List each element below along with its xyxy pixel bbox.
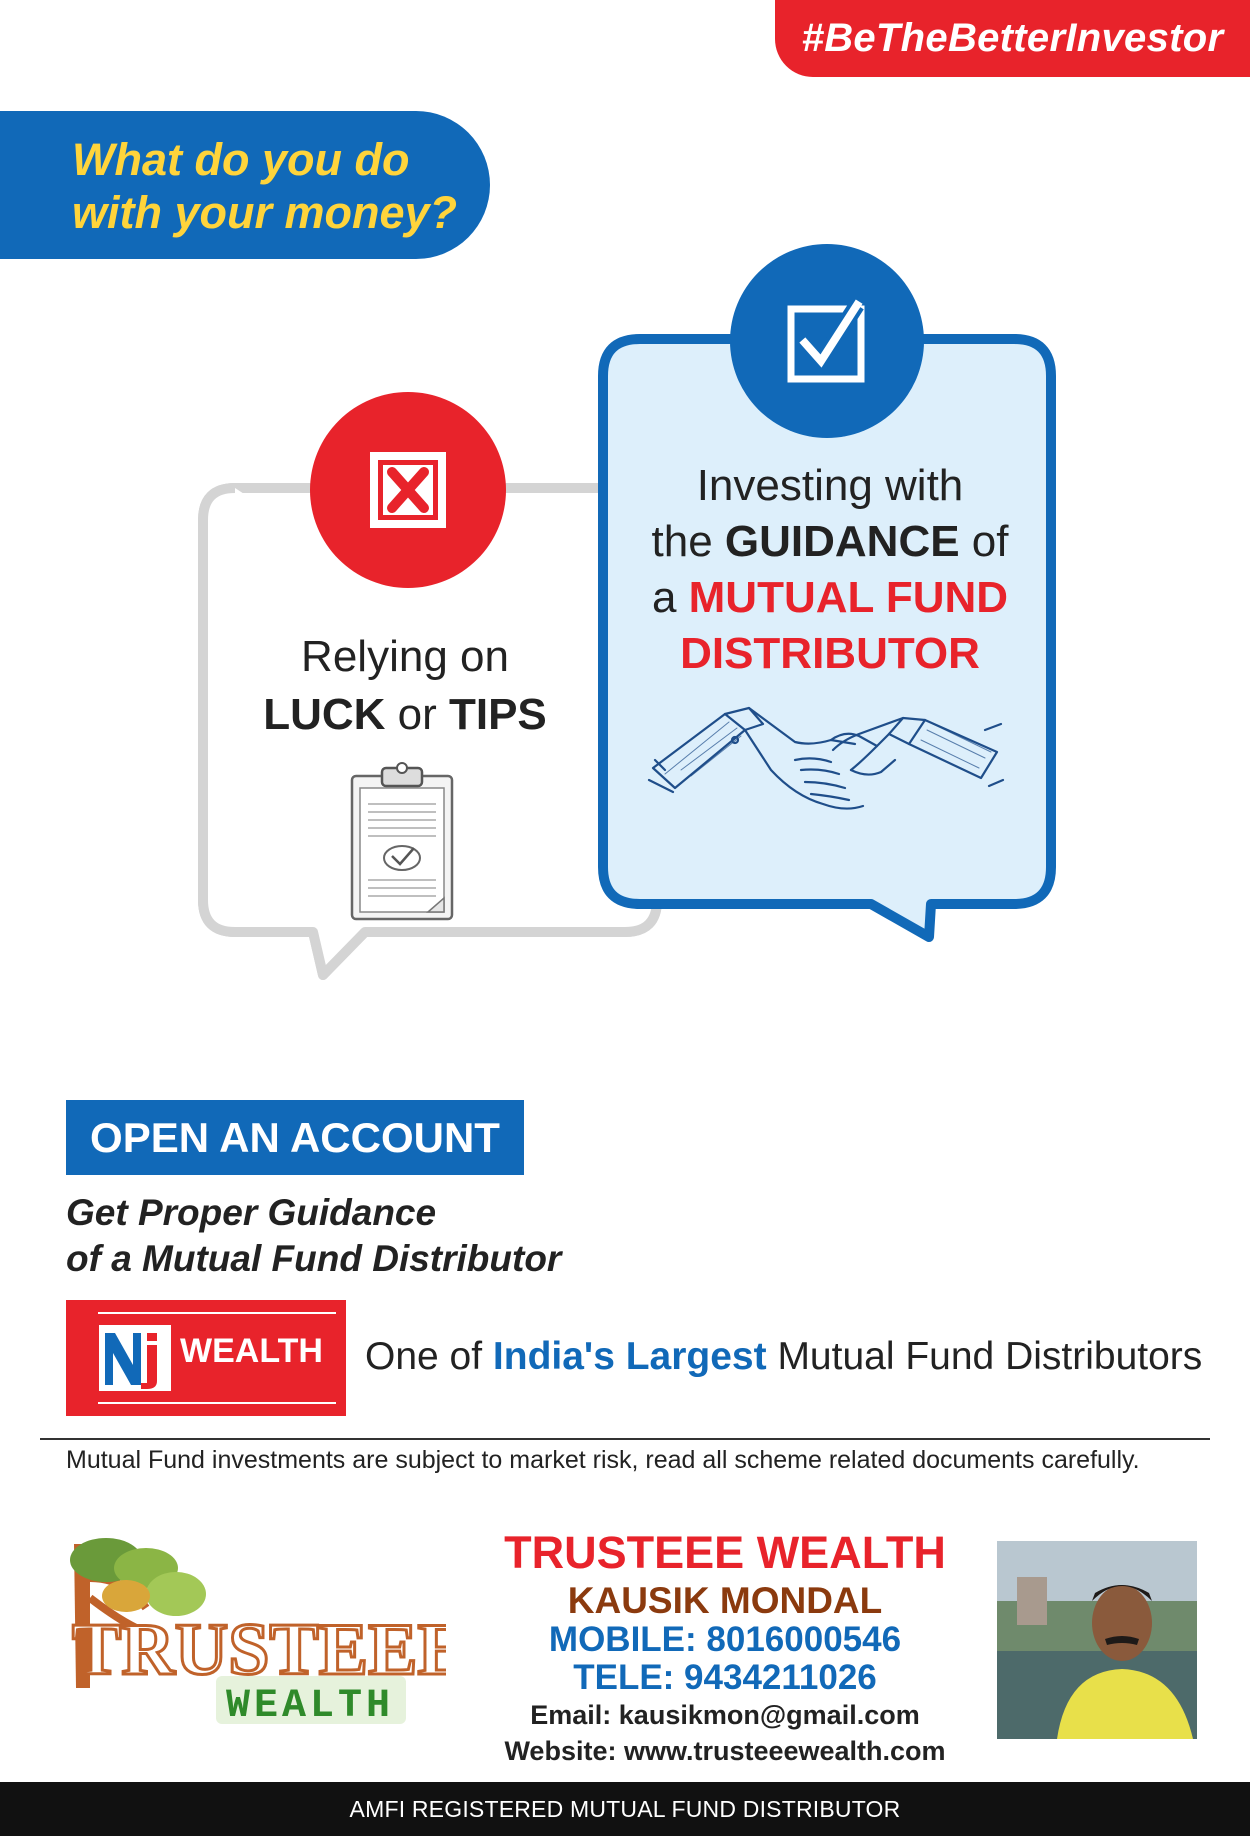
or-word: or: [385, 690, 449, 739]
open-account-button[interactable]: [66, 1100, 524, 1175]
nj-tagline: [365, 1335, 1202, 1379]
tips-word: TIPS: [448, 690, 547, 739]
logo-small-text: WEALTH: [226, 1684, 395, 1728]
website-address[interactable]: Website: www.trusteeewealth.com: [504, 1736, 946, 1766]
check-circle: [730, 244, 924, 438]
tagline-post: Mutual Fund Distributors: [766, 1335, 1203, 1378]
logo-big-text: TRUSTEEE: [72, 1609, 446, 1691]
hashtag-text: #BeTheBetterInvestor: [801, 16, 1224, 60]
question-banner: [0, 111, 490, 259]
guidance-text: [66, 1190, 666, 1282]
guidance-line-1: Get Proper Guidance: [66, 1192, 437, 1233]
question-line-2: with your money?: [72, 187, 458, 238]
contact-block: [455, 1525, 995, 1769]
mutual-fund-word: MUTUAL FUND: [688, 573, 1009, 622]
guidance-line-2: of a Mutual Fund Distributor: [66, 1238, 562, 1279]
bad-option-text: [230, 628, 580, 744]
nj-logo-top-line: [98, 1312, 336, 1314]
tele-number[interactable]: TELE: 9434211026: [573, 1658, 877, 1697]
cross-box-icon: [366, 448, 450, 532]
bad-option-line-2: [230, 686, 580, 744]
email-address[interactable]: Email: kausikmon@gmail.com: [530, 1700, 920, 1730]
firm-name: TRUSTEEE WEALTH: [504, 1527, 946, 1578]
question-line-1: What do you do: [72, 134, 410, 185]
footer-text: AMFI REGISTERED MUTUAL FUND DISTRIBUTOR: [349, 1795, 901, 1822]
luck-word: LUCK: [263, 690, 386, 739]
tagline-pre: One of: [365, 1335, 493, 1378]
nj-wealth-logo: [66, 1300, 346, 1416]
the-word: the: [651, 517, 725, 566]
good-option-line-1: Investing with: [696, 461, 964, 510]
of-word: of: [959, 517, 1009, 566]
handshake-icon: [645, 700, 1005, 860]
nj-logo-bottom-line: [98, 1402, 336, 1404]
bad-option-line-1: Relying on: [301, 632, 509, 681]
divider: [40, 1438, 1210, 1440]
open-account-label: OPEN AN ACCOUNT: [90, 1113, 500, 1161]
footer-bar: [0, 1782, 1250, 1836]
good-option-text: [620, 458, 1040, 682]
good-option-line-3: [620, 570, 1040, 626]
trusteee-wealth-logo: [66, 1538, 446, 1728]
tree-logo-icon: [66, 1538, 446, 1728]
guidance-word: GUIDANCE: [724, 517, 960, 566]
a-word: a: [651, 573, 689, 622]
nj-logo-mark: [99, 1325, 171, 1391]
profile-photo: [997, 1541, 1197, 1739]
check-box-icon: [785, 299, 869, 383]
distributor-word: DISTRIBUTOR: [680, 629, 980, 678]
good-option-line-2: [620, 514, 1040, 570]
nj-wealth-word: WEALTH: [180, 1332, 323, 1370]
cross-circle: [310, 392, 506, 588]
clipboard-icon: [346, 760, 458, 925]
tagline-highlight: India's Largest: [492, 1335, 767, 1378]
nj-mark-icon: [99, 1325, 171, 1391]
person-photo-icon: [997, 1541, 1197, 1739]
mobile-number[interactable]: MOBILE: 8016000546: [548, 1620, 902, 1659]
disclaimer-text: Mutual Fund investments are subject to market risk, read all scheme related documents carefully.: [66, 1446, 1140, 1474]
hashtag-banner: [775, 0, 1250, 77]
person-name: KAUSIK MONDAL: [567, 1580, 883, 1621]
